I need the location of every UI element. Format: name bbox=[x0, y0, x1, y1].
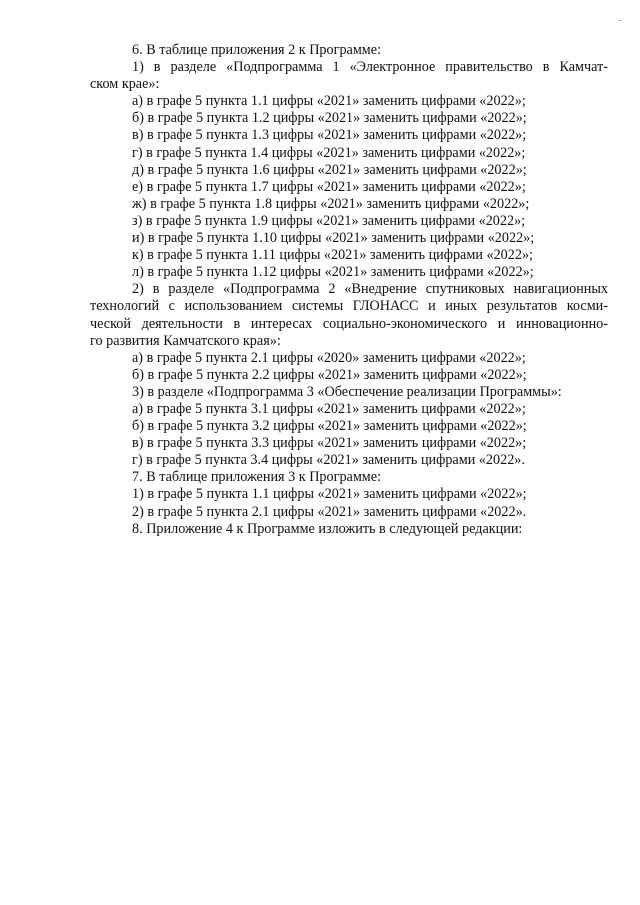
text-line: 1) в графе 5 пункта 1.1 цифры «2021» заменить цифрами «2022»; bbox=[132, 486, 527, 503]
text-line: к) в графе 5 пункта 1.11 цифры «2021» заменить цифрами «2022»; bbox=[132, 247, 533, 264]
text-line: ском крае»: bbox=[90, 76, 160, 93]
text-line: ж) в графе 5 пункта 1.8 цифры «2021» заменить цифрами «2022»; bbox=[132, 195, 530, 212]
text-line: л) в графе 5 пункта 1.12 цифры «2021» заменить цифрами «2022»; bbox=[132, 264, 534, 281]
text-line: з) в графе 5 пункта 1.9 цифры «2021» заменить цифрами «2022»; bbox=[132, 212, 526, 229]
text-line: 8. Приложение 4 к Программе изложить в следующей редакции: bbox=[132, 520, 523, 537]
text-line: д) в графе 5 пункта 1.6 цифры «2021» заменить цифрами «2022»; bbox=[132, 161, 527, 178]
text-line: е) в графе 5 пункта 1.7 цифры «2021» заменить цифрами «2022»; bbox=[132, 178, 526, 195]
text-line: 2) в графе 5 пункта 2.1 цифры «2021» заменить цифрами «2022». bbox=[132, 503, 527, 520]
text-line: 6. В таблице приложения 2 к Программе: bbox=[132, 42, 382, 58]
text-line: 7. В таблице приложения 3 к Программе: bbox=[132, 469, 382, 486]
text-line: а) в графе 5 пункта 1.1 цифры «2021» заменить цифрами «2022»; bbox=[132, 93, 526, 110]
text-line: б) в графе 5 пункта 3.2 цифры «2021» заменить цифрами «2022»; bbox=[132, 418, 527, 435]
text-line: а) в графе 5 пункта 2.1 цифры «2020» заменить цифрами «2022»; bbox=[132, 349, 526, 366]
text-line: а) в графе 5 пункта 3.1 цифры «2021» заменить цифрами «2022»; bbox=[132, 400, 526, 417]
text-line: г) в графе 5 пункта 1.4 цифры «2021» заменить цифрами «2022»; bbox=[132, 144, 526, 161]
text-line: в) в графе 5 пункта 3.3 цифры «2021» заменить цифрами «2022»; bbox=[132, 435, 527, 452]
text-line: технологий с использованием системы ГЛОНАСС и иных результатов косми- bbox=[90, 298, 608, 315]
document-body bbox=[90, 42, 608, 538]
text-line: в) в графе 5 пункта 1.3 цифры «2021» заменить цифрами «2022»; bbox=[132, 127, 527, 144]
text-line: 3) в разделе «Подпрограмма 3 «Обеспечение реализации Программы»: bbox=[132, 383, 562, 400]
text-line: г) в графе 5 пункта 3.4 цифры «2021» заменить цифрами «2022». bbox=[132, 452, 525, 469]
text-line: ческой деятельности в интересах социально-экономического и инновационно- bbox=[90, 315, 608, 332]
text-line: 2) в разделе «Подпрограмма 2 «Внедрение спутниковых навигационных bbox=[132, 281, 608, 298]
text-line: и) в графе 5 пункта 1.10 цифры «2021» заменить цифрами «2022»; bbox=[132, 230, 535, 247]
text-line: 1) в разделе «Подпрограмма 1 «Электронное правительство в Камчат- bbox=[132, 59, 608, 76]
text-line: го развития Камчатского края»: bbox=[90, 332, 281, 349]
scan-mark bbox=[618, 20, 622, 21]
text-line: б) в графе 5 пункта 2.2 цифры «2021» заменить цифрами «2022»; bbox=[132, 366, 527, 383]
text-line: б) в графе 5 пункта 1.2 цифры «2021» заменить цифрами «2022»; bbox=[132, 110, 527, 127]
